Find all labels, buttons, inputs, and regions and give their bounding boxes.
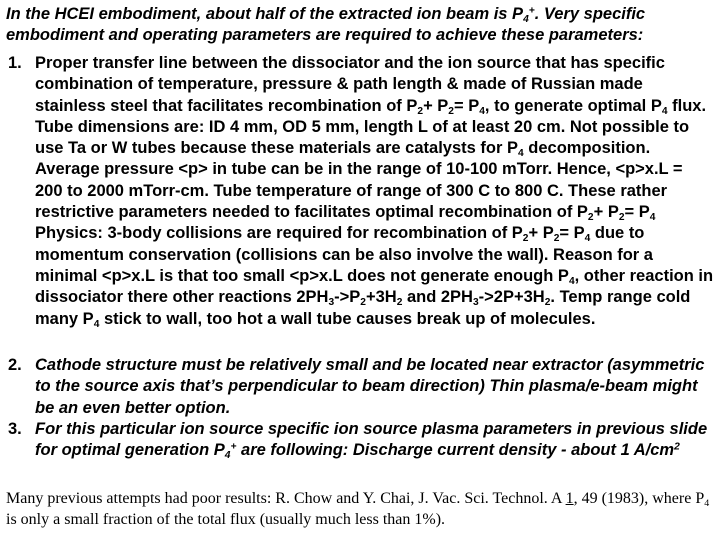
subscript: 4 <box>523 13 529 25</box>
citation-volume: 1 <box>565 490 574 507</box>
list-item-text: Cathode structure must be relatively small and be located near extractor (asymmetric to the source axis that’s perpendicular to beam direction) Thin plasma/e-beam might be an even better option. <box>35 356 705 417</box>
intro-text: . Very specific embodiment and operating parameters are required to achieve these parameters: <box>6 5 646 44</box>
list-item-2 <box>8 355 714 419</box>
list-number: 1. <box>8 54 22 72</box>
list-number: 3. <box>8 420 22 438</box>
footer-citation: Many previous attempts had poor results: R. Chow and Y. Chai, J. Vac. Sci. Technol. A 1, 49 (1983), where $P_4$ is only a small fraction of the total flux (usually much less than 1%). <box>6 490 710 528</box>
list-item-3 <box>8 419 714 462</box>
superscript: + <box>528 5 535 17</box>
list-item-text: Proper transfer line between the dissociator and the ion source that has specific combination of temperature, pressure & path length & made of Russian made stainless steel that facilitates recombination of $P_2+ P_2= P_4$, to generate optimal $P_4$ flux. Tube dimensions are: ID 4 mm, OD 5 mm, length L of at least 20 cm. Not possible to use Ta or W tubes because these materials are catalysts for $P_4$ decomposition. Average pressure <p> in tube can be in the range of 10-100 mTorr. Hence, <p>x.L = 200 to 2000 mTorr-cm. Tube temperature of range of 300 C to 800 C. These rather restrictive parameters needed to facilitates optimal recombination of $P_2+ P_2= P_4$ Physics: 3-body collisions are required for recombination of $P_2+ P_2= P_4$ due to momentum conservation (collisions can be also involve the wall). Reason for a minimal <p>x.L is that too small <p>x.L does not generate enough $P_4$, other reaction in dissociator there other reactions $2PH_3->P_2+3H_2$ and $2PH_3->2P+3H_2$. Temp range cold many $P_4$ stick to wall, too hot a wall tube causes break up of molecules. <box>35 54 714 330</box>
intro-text: In the HCEI embodiment, about half of the extracted ion beam is P <box>6 5 524 23</box>
list-item-text: For this particular ion source specific ion source plasma parameters in previous slide for optimal generation $P_4^+$ are following: Discharge current density - about 1 $A/cm^2$ <box>35 420 708 462</box>
list-item-1 <box>8 53 714 330</box>
intro-paragraph <box>6 4 718 46</box>
list-number: 2. <box>8 356 22 374</box>
